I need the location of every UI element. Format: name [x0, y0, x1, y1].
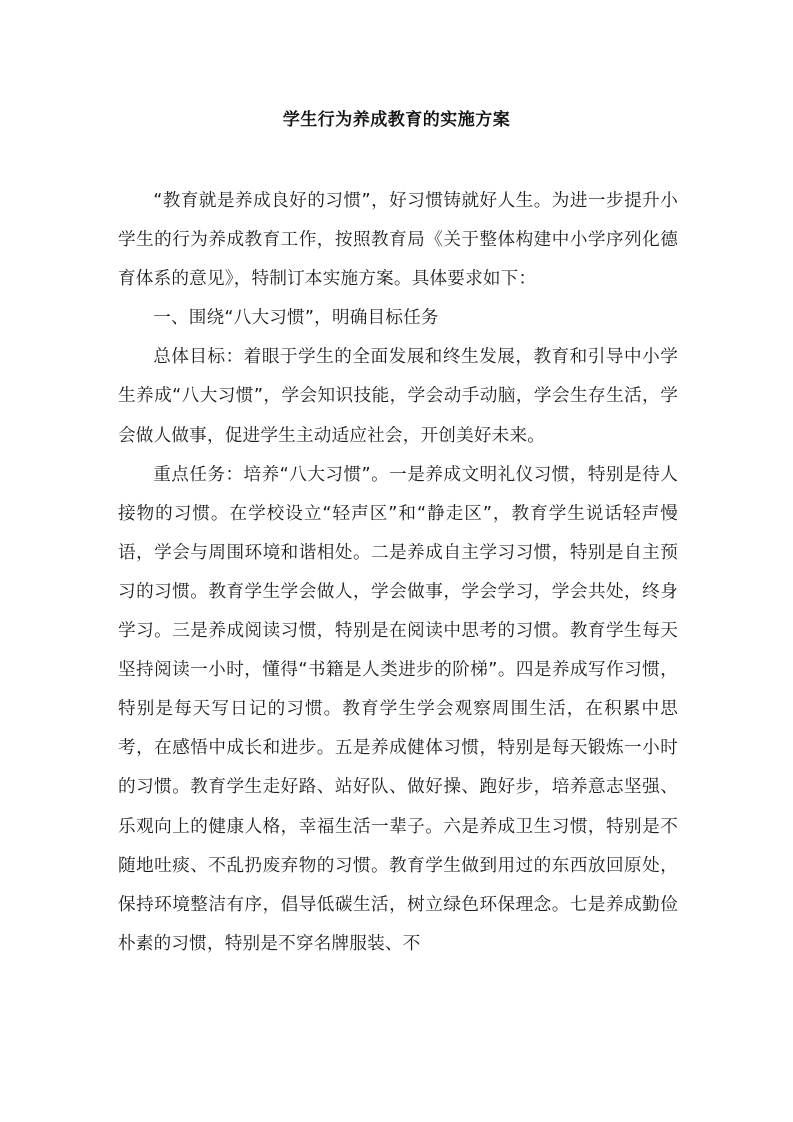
- key-tasks-paragraph: 重点任务：培养“八大习惯”。一是养成文明礼仪习惯，特别是待人接物的习惯。在学校设立“轻声区”和“静走区”，教育学生说话轻声慢语，学会与周围环境和谐相处。二是养成自主学习习惯，特别是自主预习的习惯。教育学生学会做人，学会做事，学会学习，学会共处，终身学习。三是养成阅读习惯，特别是在阅读中思考的习惯。教育学生每天坚持阅读一小时，懂得“书籍是人类进步的阶梯”。四是养成写作习惯，特别是每天写日记的习惯。教育学生学会观察周围生活，在积累中思考，在感悟中成长和进步。五是养成健体习惯，特别是每天锻炼一小时的习惯。教育学生走好路、站好队、做好操、跑好步，培养意志坚强、乐观向上的健康人格，幸福生活一辈子。六是养成卫生习惯，特别是不随地吐痰、不乱扔废弃物的习惯。教育学生做到用过的东西放回原处，保持环境整洁有序，倡导低碳生活，树立绿色环保理念。七是养成勤俭朴素的习惯，特别是不穿名牌服装、不: [118, 464, 678, 954]
- overall-goal-paragraph: 总体目标：着眼于学生的全面发展和终生发展，教育和引导中小学生养成“八大习惯”，学会知识技能，学会动手动脑，学会生存生活，学会做人做事，促进学生主动适应社会，开创美好未来。: [118, 347, 678, 446]
- section-heading: 一、围绕“八大习惯”，明确目标任务: [153, 308, 439, 329]
- intro-paragraph: “教育就是养成良好的习惯”，好习惯铸就好人生。为进一步提升小学生的行为养成教育工作，按照教育局《关于整体构建中小学序列化德育体系的意见》，特制订本实施方案。具体要求如下：: [118, 191, 678, 290]
- document-body: [118, 182, 678, 964]
- document-title: 学生行为养成教育的实施方案: [282, 110, 511, 130]
